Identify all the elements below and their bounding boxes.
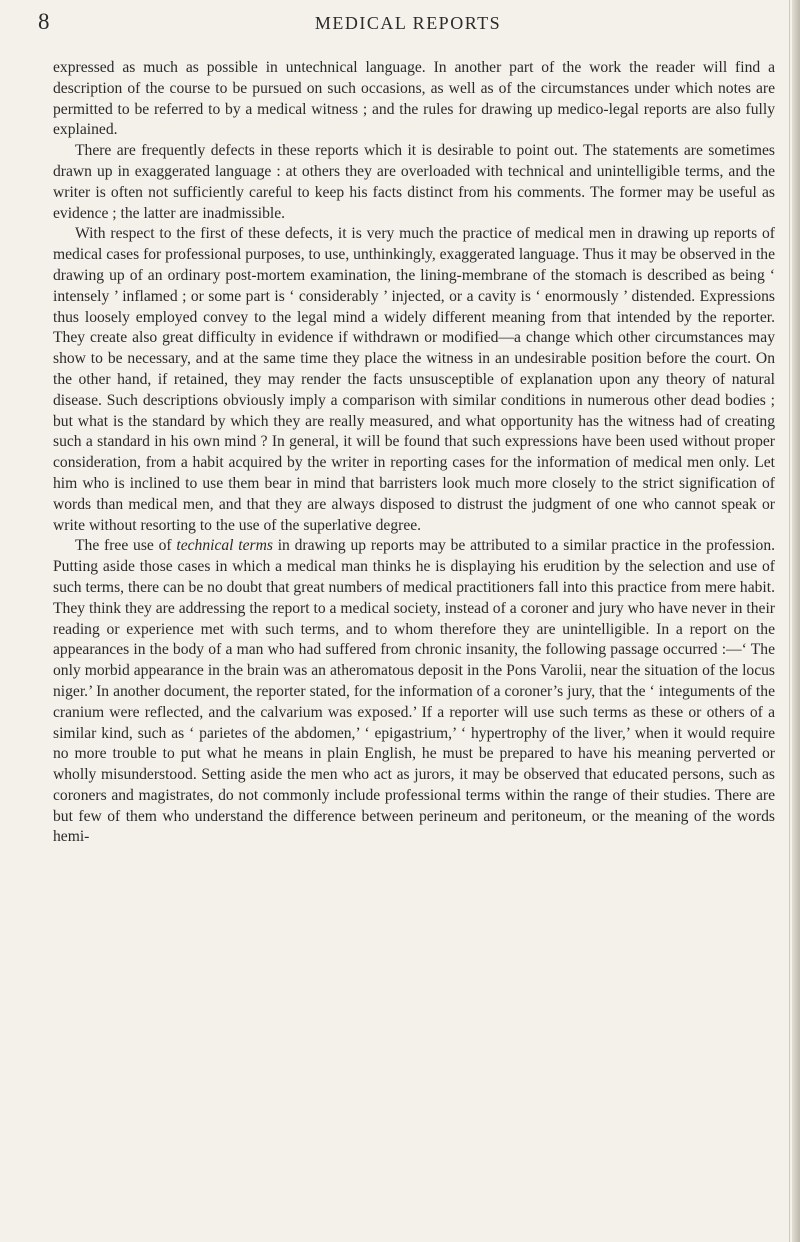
paragraph bbox=[53, 536, 775, 848]
page-edge-line bbox=[789, 0, 790, 1242]
paragraph-text: expressed as much as possible in untechnical language. In another part of the work the reader will find a description of the course to be pursued on such occasions, as well as of the circumstances under which notes are permitted to be referred to by a medical witness ; and the rules for drawing up medico-legal reports are also fully explained. bbox=[53, 59, 775, 139]
paragraph bbox=[53, 141, 775, 224]
page-number: 8 bbox=[38, 9, 50, 34]
paragraph bbox=[53, 224, 775, 536]
page-header bbox=[38, 6, 778, 40]
running-head: MEDICAL REPORTS bbox=[314, 13, 502, 33]
body-text bbox=[53, 58, 775, 848]
paragraph-text: in drawing up reports may be attributed to a similar practice in the profession. Putting aside those cases in which a medical man thinks he is displaying his erudition by the selection and use of such terms, there can be no doubt that great numbers of medical practitioners fall into this practice from mere habit. They think they are addressing the report to a medical society, instead of a coroner and jury who have never in their reading or experience met with such terms, and to whom therefore they are unintelligible. In a report on the appearances in the body of a man who had suffered from chronic insanity, the following passage occurred :—‘ The only morbid appearance in the brain was an atheromatous deposit in the Pons Varolii, near the situation of the locus niger.’ In another document, the reporter stated, for the information of a coroner’s jury, that the ‘ integuments of the cranium were reflected, and the calvarium was exposed.’ If a reporter will use such terms as these or others of a similar kind, such as ‘ parietes of the abdomen,’ ‘ epigastrium,’ ‘ hypertrophy of the liver,’ when it would require no more trouble to put what he means in plain English, he must be prepared to have his meaning perverted or wholly misunderstood. Setting aside the men who act as jurors, it may be observed that educated persons, such as coroners and magistrates, do not commonly include professional terms within the range of their studies. There are but few of them who understand the difference between perineum and peritoneum, or the meaning of the words hemi- bbox=[53, 537, 776, 846]
italic-term: technical terms bbox=[176, 537, 273, 555]
paragraph-text: There are frequently defects in these reports which it is desirable to point out. The statements are sometimes drawn up in exaggerated language : at others they are overloaded with technical and unintelligible terms, and the writer is often not sufficiently careful to keep his facts distinct from his comments. The former may be useful as evidence ; the latter are inadmissible. bbox=[53, 142, 775, 222]
paragraph-text: With respect to the first of these defects, it is very much the practice of medical men in drawing up reports of medical cases for professional purposes, to use, unthinkingly, exaggerated language. Thus it may be observed in the drawing up of an ordinary post-mortem examination, the lining-membrane of the stomach is described as being ‘ intensely ’ inflamed ; or some part is ‘ considerably ’ injected, or a cavity is ‘ enormously ’ distended. Expressions thus loosely employed convey to the legal mind a widely different meaning from that intended by the reporter. They create also great difficulty in evidence if withdrawn or modified—a change which other circumstances may show to be necessary, and at the same time they place the witness in an undesirable position before the court. On the other hand, if retained, they may render the facts unsusceptible of explanation upon any theory of natural disease. Such descriptions obviously imply a comparison with similar conditions in numerous other dead bodies ; but what is the standard by which they are really measured, and what opportunity has the witness had of creating such a standard in his own mind ? In general, it will be found that such expressions have been used without proper consideration, from a habit acquired by the writer in reporting cases for the information of medical men only. Let him who is inclined to use them bear in mind that barristers look much more closely to the strict signification of words than medical men, and that they are always disposed to distrust the judgment of one who cannot speak or write without resorting to the use of the superlative degree. bbox=[53, 225, 775, 534]
paragraph bbox=[53, 58, 775, 141]
page-edge-shadow bbox=[792, 0, 800, 1242]
paragraph-text: The free use of bbox=[75, 537, 177, 555]
